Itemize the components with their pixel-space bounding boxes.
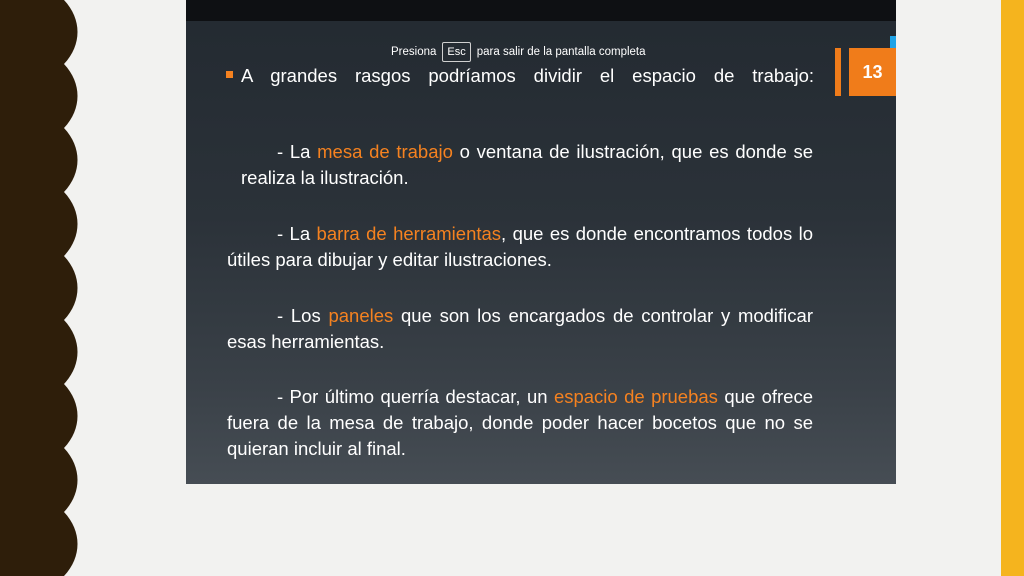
intro-text: A grandes rasgos podríamos dividir el espacio de trabajo:: [241, 65, 814, 86]
item-prefix: - La: [277, 141, 318, 162]
item-highlight: paneles: [328, 305, 394, 326]
slide-top-band: [186, 0, 896, 21]
notice-suffix: para salir de la pantalla completa: [476, 46, 646, 58]
item-text: o ventana de ilustración, que es donde se realiza la ilustración.: [241, 141, 813, 188]
blue-accent-mark: [890, 36, 896, 48]
wavy-left-border: [0, 0, 80, 576]
esc-key-badge[interactable]: Esc: [442, 42, 470, 62]
slide-intro-bullet: [226, 63, 814, 89]
slide-panel: [186, 0, 896, 484]
slide-number-bar: [835, 48, 841, 96]
item-highlight: mesa de trabajo: [317, 141, 453, 162]
workspace-item-artboard: [241, 139, 813, 191]
item-prefix: - La: [277, 223, 317, 244]
item-prefix: - Por último querría destacar, un: [277, 386, 554, 407]
item-highlight: barra de herramientas: [316, 223, 502, 244]
item-text: que ofrece fuera de la mesa de trabajo, donde poder hacer bocetos que no se quieran incluir al final.: [227, 386, 813, 459]
workspace-item-panels: [227, 303, 813, 355]
item-highlight: espacio de pruebas: [553, 386, 718, 407]
fullscreen-exit-notice: [391, 41, 646, 63]
slide-number-badge: 13: [849, 48, 896, 96]
bullet-square-icon: [226, 71, 233, 78]
notice-prefix: Presiona: [391, 46, 437, 58]
item-prefix: - Los: [277, 305, 329, 326]
right-accent-stripe: [1001, 0, 1024, 576]
item-text: , que es donde encontramos todos lo útiles para dibujar y editar ilustraciones.: [227, 223, 813, 270]
workspace-item-scratch-area: [227, 384, 813, 462]
item-text: que son los encargados de controlar y modificar esas herramientas.: [227, 305, 813, 352]
workspace-item-toolbar: [227, 221, 813, 273]
